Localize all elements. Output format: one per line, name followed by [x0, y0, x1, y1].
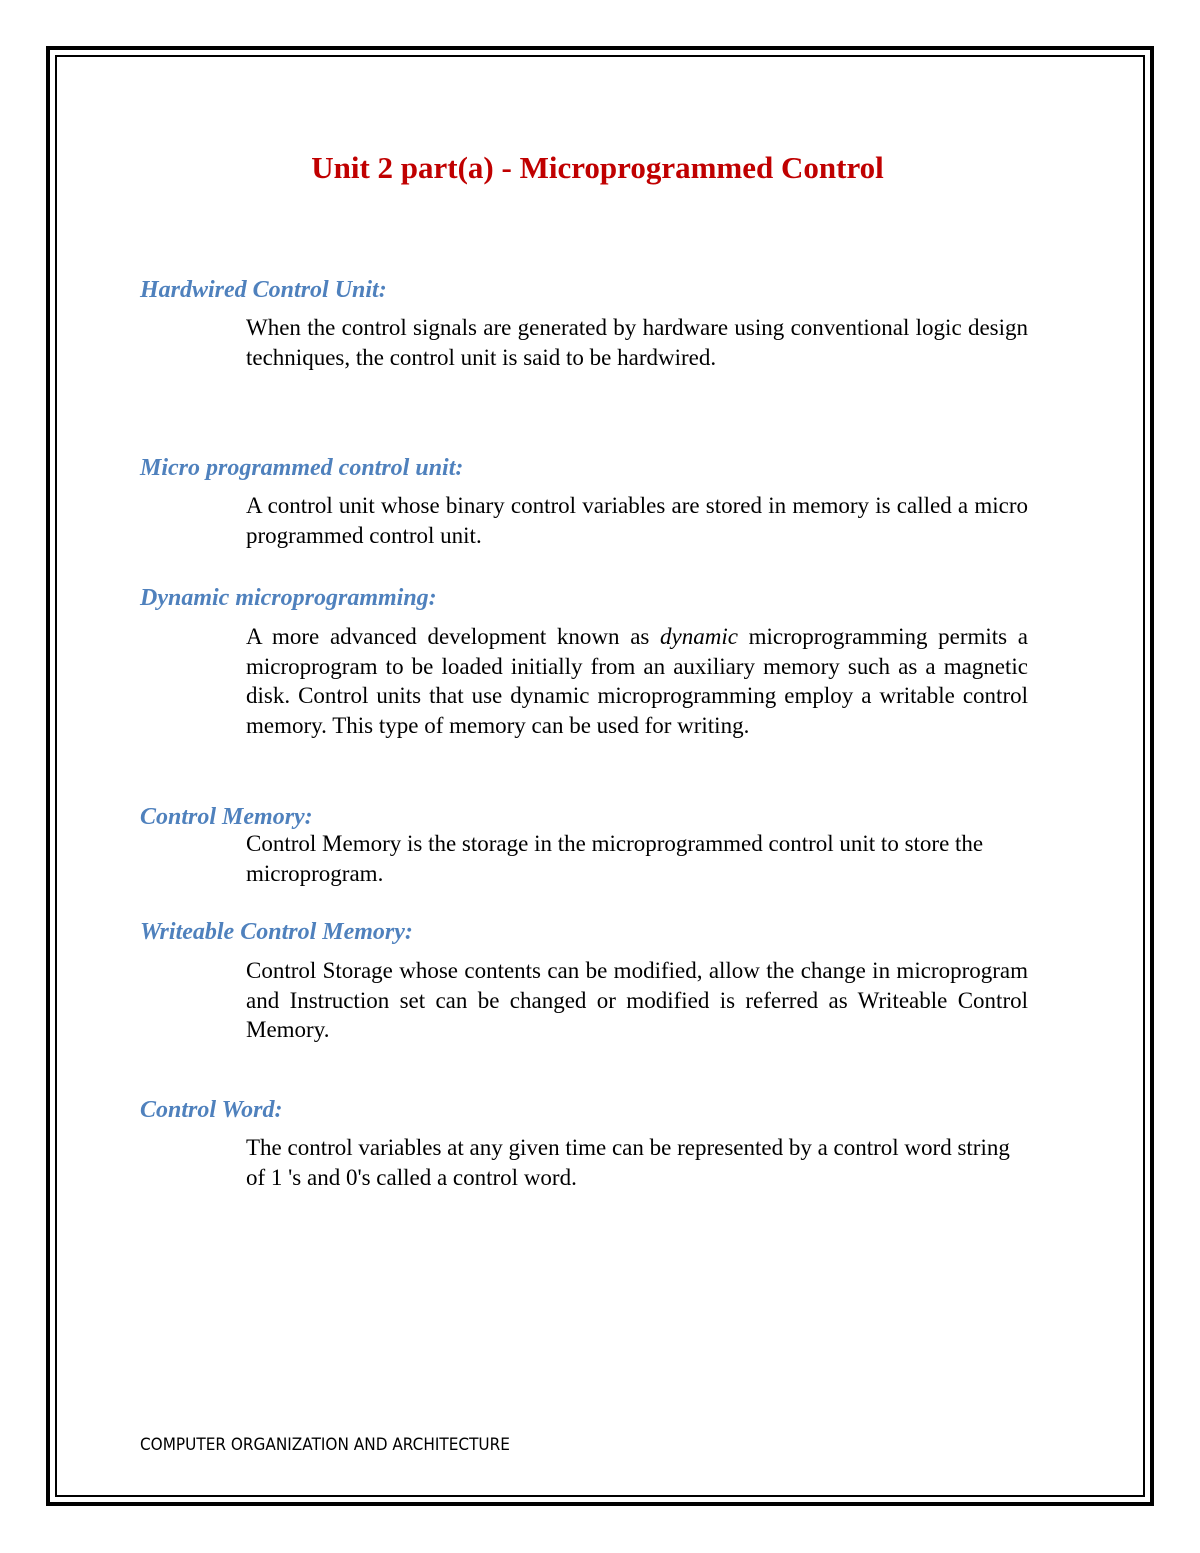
page-title: Unit 2 part(a) - Microprogrammed Control	[311, 150, 884, 185]
body-micro-programmed-control-unit: A control unit whose binary control variables are stored in memory is called a micro programmed control unit.	[246, 493, 1028, 548]
body-control-word: The control variables at any given time can be represented by a control word string of 1 's and 0's called a control word.	[246, 1135, 1010, 1190]
heading-writeable-control-memory: Writeable Control Memory:	[140, 919, 413, 945]
body-dynamic-text-end: microprogramming permits a microprogram to be loaded initially from an auxiliary memory such as a magnetic disk. Control units that use dynamic microprogramming employ a writable control memory. This type of memory can be used for writing.	[246, 624, 1029, 738]
page-border-inner	[55, 55, 1145, 1497]
page-footer: COMPUTER ORGANIZATION AND ARCHITECTURE	[140, 1435, 510, 1455]
body-writeable-control-memory: Control Storage whose contents can be modified, allow the change in microprogram and Instruction set can be changed or modified is referred as Writeable Control Memory.	[246, 958, 1028, 1042]
body-control-memory: Control Memory is the storage in the microprogrammed control unit to store the microprogram.	[246, 831, 984, 886]
heading-micro-programmed-control-unit: Micro programmed control unit:	[140, 455, 464, 481]
heading-control-memory: Control Memory:	[140, 804, 313, 830]
heading-dynamic-microprogramming: Dynamic microprogramming:	[140, 585, 437, 611]
body-dynamic-text-start: A more advanced development known as	[246, 624, 661, 649]
body-hardwired-control-unit: When the control signals are generated by hardware using conventional logic design techniques, the control unit is said to be hardwired.	[246, 315, 1028, 370]
heading-hardwired-control-unit: Hardwired Control Unit:	[140, 277, 387, 303]
heading-control-word: Control Word:	[140, 1097, 283, 1123]
body-dynamic-microprogramming	[246, 622, 1028, 740]
body-dynamic-emphasis: dynamic	[660, 624, 738, 649]
